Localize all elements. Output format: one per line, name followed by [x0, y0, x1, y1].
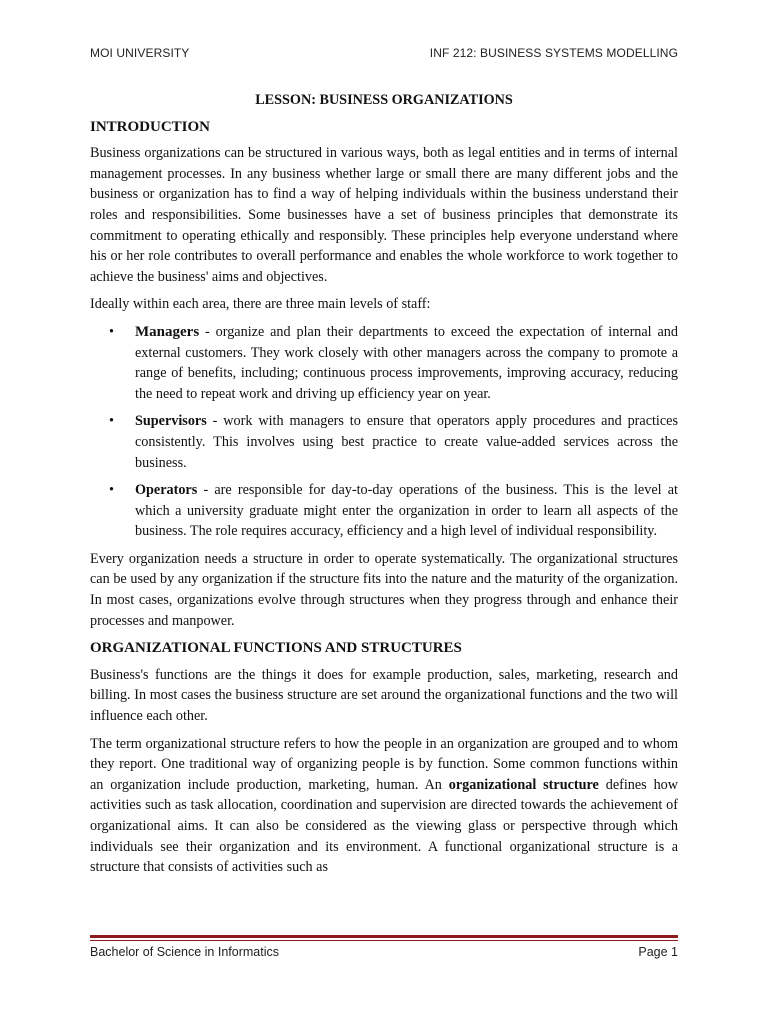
functions-heading: ORGANIZATIONAL FUNCTIONS AND STRUCTURES: [90, 640, 462, 657]
level-term: Operators: [135, 482, 198, 499]
intro-heading: INTRODUCTION: [90, 118, 211, 135]
page-footer: [90, 945, 678, 959]
list-item: [90, 411, 678, 473]
footer-program: Bachelor of Science in Informatics: [90, 945, 279, 959]
functions-paragraph-2-start: The term organizational structure refers to how the people in an organization are grouped and to whom they report. One traditional way of organizing people is by function. Some common functions within an organization include production, marketing, human. An: [90, 735, 678, 793]
intro-paragraph-1: Business organizations can be structured in various ways, both as legal entities and in terms of internal management processes. In any business whether large or small there are many different jobs and the business or organization has to find a way of helping individuals within the business understand their roles and responsibilities. Some businesses have a set of business principles that demonstrate its commitment to operating ethically and responsibly. These principles help everyone understand where his or her role contributes to overall performance and enables the whole workforce to work together to achieve the business' aims and objectives.: [90, 145, 678, 285]
header-institution: MOI UNIVERSITY: [90, 46, 190, 60]
footer-divider-thin: [90, 940, 678, 941]
level-description: - organize and plan their departments to exceed the expectation of internal and external customers. They work closely with other managers across the company to promote a range of benefits, including; continuous process improvements, improving accuracy, reducing the need to repeat work and driving up efficiency year on year.: [135, 323, 678, 402]
functions-paragraph-1: Business's functions are the things it does for example production, sales, marketing, research and billing. In most cases the business structure are set around the organizational functions and the two will influence each other.: [90, 666, 678, 725]
footer-divider: [90, 935, 678, 938]
bullet-icon: •: [109, 413, 114, 430]
level-description: - work with managers to ensure that operators apply procedures and practices consistently. This involves using best practice to create value-added services across the business.: [135, 413, 678, 471]
bullet-icon: •: [109, 482, 114, 499]
document-body: [90, 90, 678, 885]
list-item: [90, 480, 678, 542]
page-header: [90, 46, 678, 60]
lesson-title: LESSON: BUSINESS ORGANIZATIONS: [255, 92, 513, 108]
level-description: - are responsible for day-to-day operations of the business. This is the level at which a university graduate might enter the organization in order to learn all aspects of the business. The role requires accuracy, efficiency and a high level of individual responsibility.: [135, 482, 678, 540]
bullet-icon: •: [109, 323, 114, 340]
organizational-structure-term: organizational structure: [448, 776, 599, 793]
intro-paragraph-2: Ideally within each area, there are three main levels of staff:: [90, 296, 431, 313]
staff-levels-list: [90, 322, 678, 542]
intro-paragraph-3: Every organization needs a structure in order to operate systematically. The organizational structures can be used by any organization if the structure fits into the nature and the maturity of the organization. In most cases, organizations evolve through structures when they progress through and enhance their processes and manpower.: [90, 550, 678, 629]
level-term: Managers: [135, 323, 200, 340]
functions-paragraph-2-end: defines how activities such as task allocation, coordination and supervision are directed towards the achievement of organizational aims. It can also be considered as the viewing glass or perspective through which individuals see their organization and its environment. A functional organizational structure is a structure that consists of activities such as: [90, 776, 679, 876]
page-number: Page 1: [638, 945, 678, 959]
header-course: INF 212: BUSINESS SYSTEMS MODELLING: [429, 46, 678, 60]
functions-paragraph-2: [90, 734, 678, 878]
list-item: [90, 322, 678, 404]
level-term: Supervisors: [135, 413, 207, 430]
